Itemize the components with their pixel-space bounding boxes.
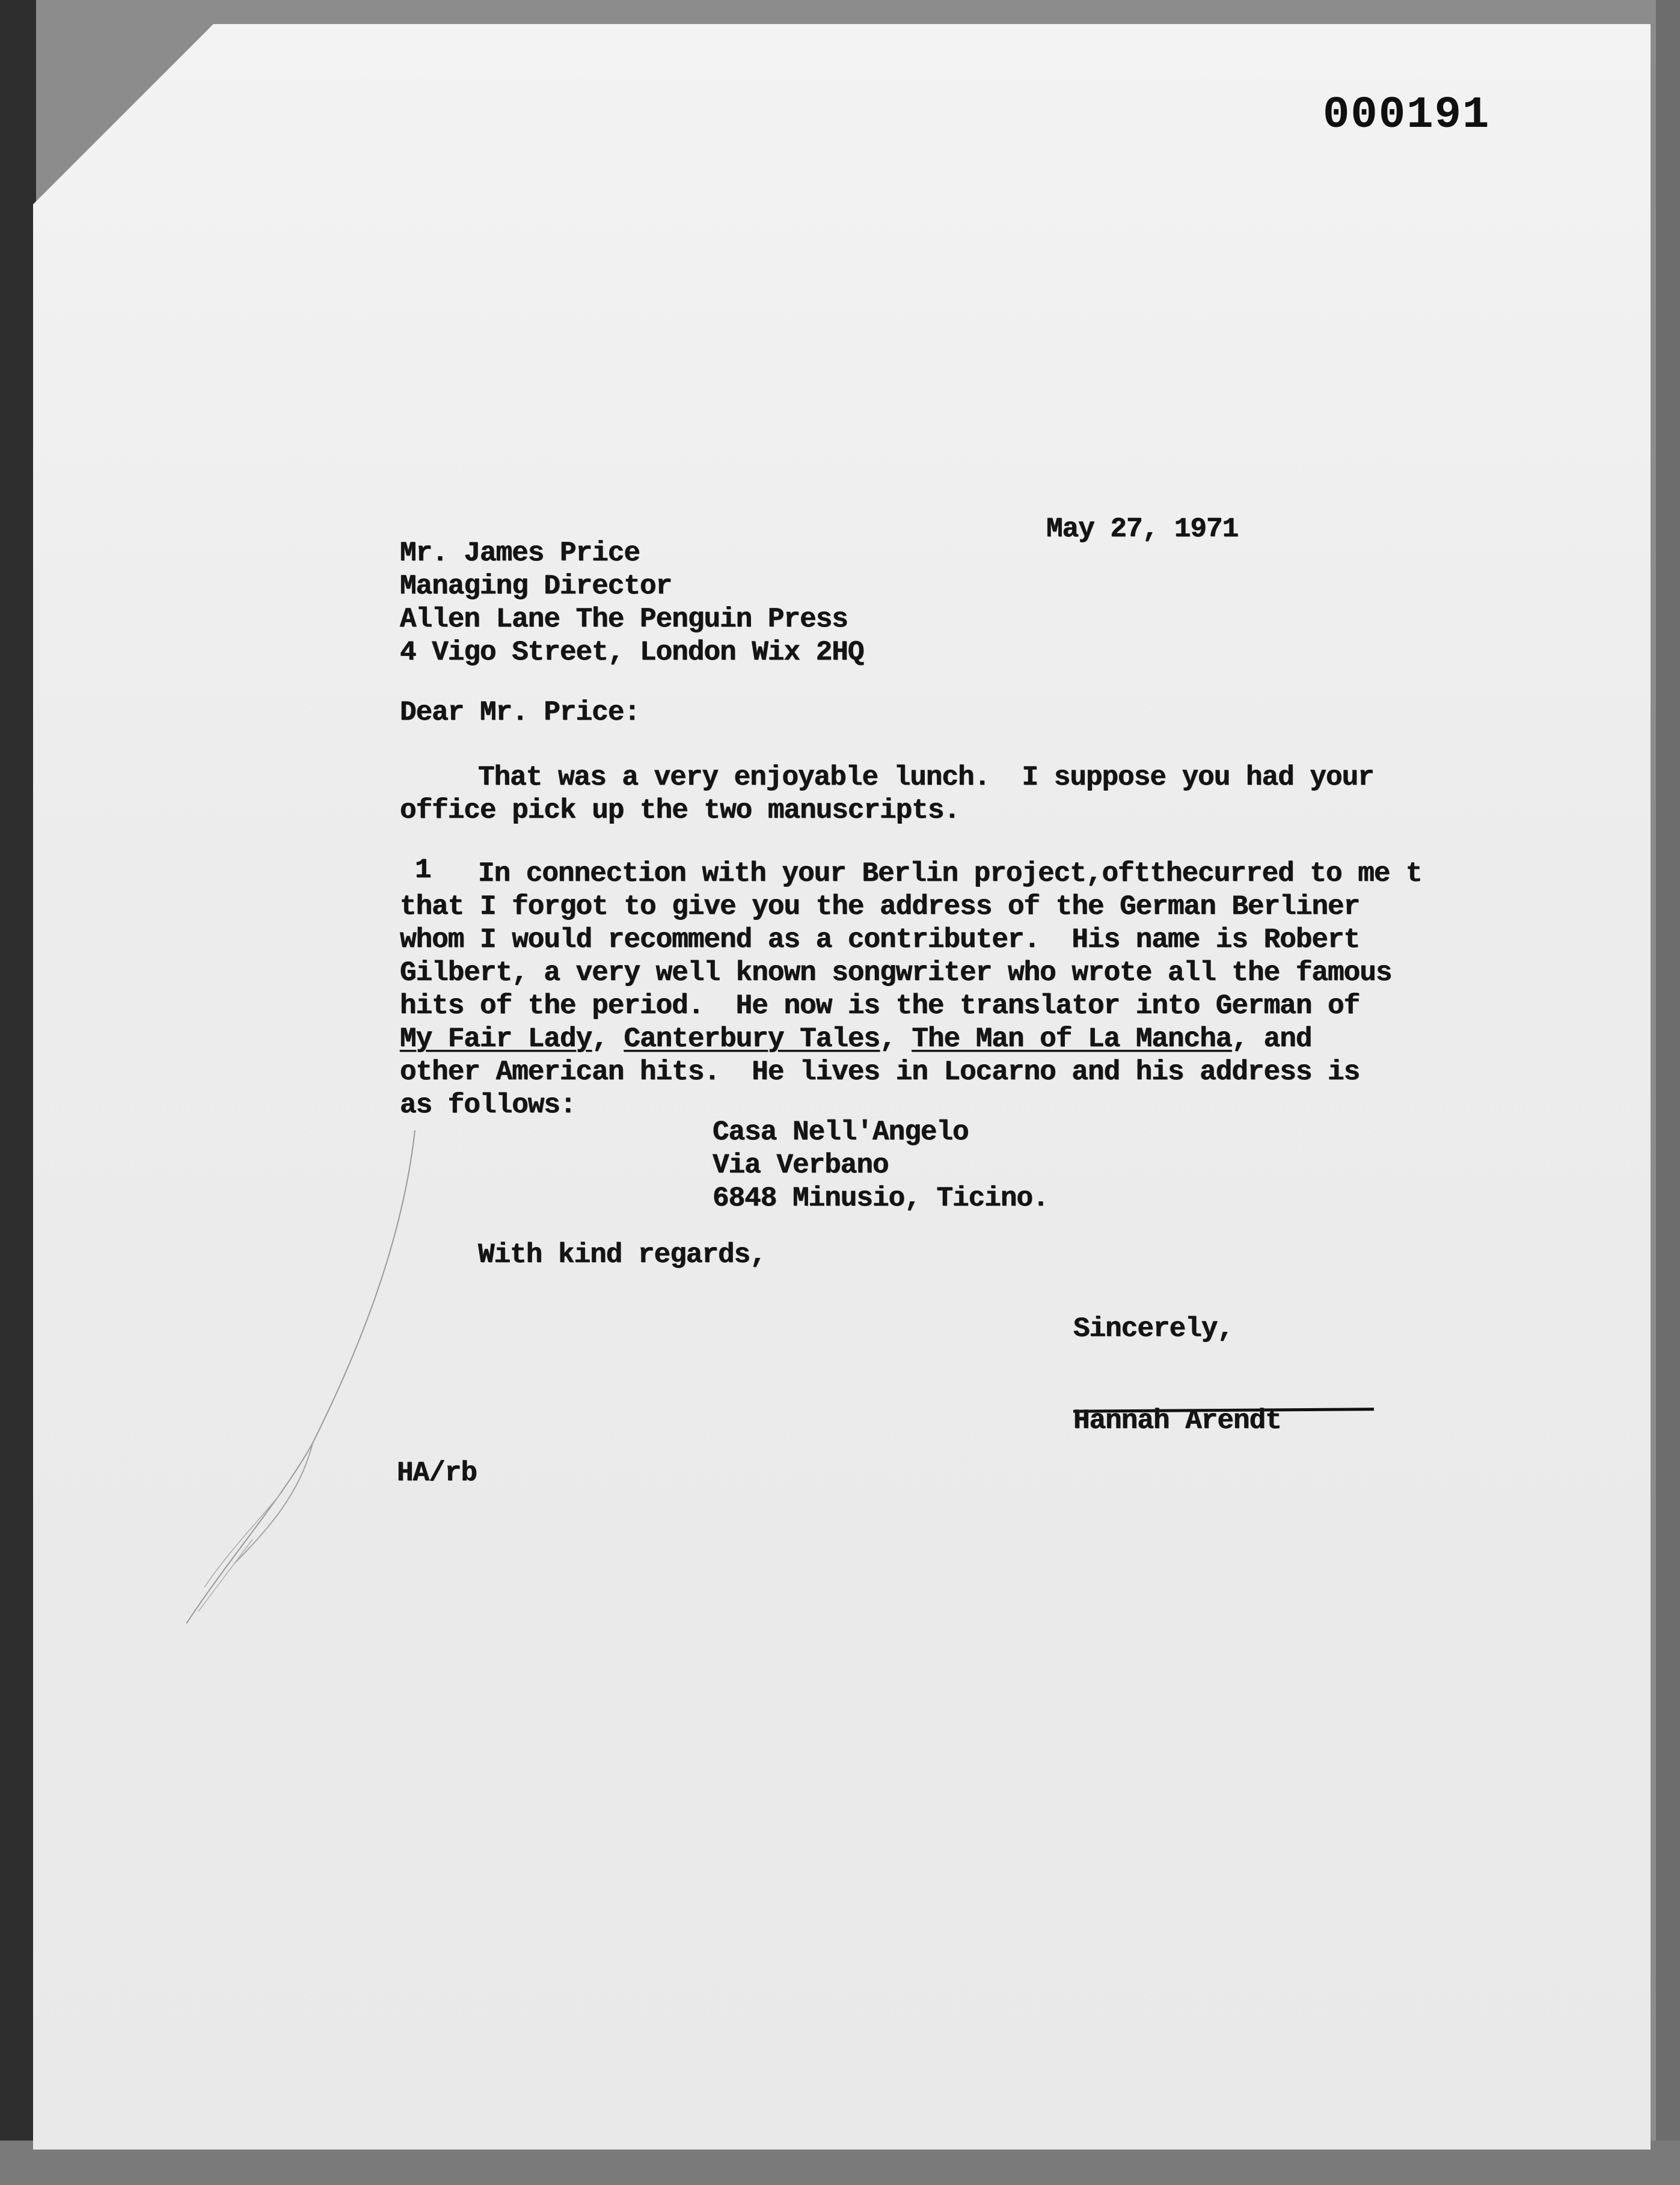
title-separator: , bbox=[592, 1023, 624, 1055]
line-tail: , and bbox=[1231, 1023, 1312, 1055]
title-my-fair-lady: My Fair Lady bbox=[400, 1023, 592, 1055]
paragraph-line: office pick up the two manuscripts. bbox=[400, 795, 960, 826]
closing: Sincerely, bbox=[1073, 1313, 1234, 1344]
title-canterbury-tales: Canterbury Tales bbox=[624, 1023, 880, 1055]
paragraph-line: whom I would recommend as a contributer. His name is Robert bbox=[400, 924, 1360, 955]
paragraph-line-titles bbox=[400, 1024, 1312, 1054]
address-line: Casa Nell'Angelo bbox=[713, 1117, 969, 1148]
recipient-address: 4 Vigo Street, London Wix 2HQ bbox=[400, 637, 864, 668]
salutation: Dear Mr. Price: bbox=[400, 697, 640, 728]
scan-background-right bbox=[1656, 0, 1680, 2185]
title-separator: , bbox=[880, 1023, 912, 1055]
address-line: 6848 Minusio, Ticino. bbox=[713, 1183, 1049, 1214]
scan-background-left bbox=[0, 0, 36, 2185]
paragraph-line: In connection with your Berlin project,oftthecurred to me t bbox=[478, 858, 1422, 889]
title-man-of-la-mancha: The Man of La Mancha bbox=[912, 1023, 1232, 1055]
paragraph-line: other American hits. He lives in Locarno and his address is bbox=[400, 1056, 1360, 1088]
address-line: Via Verbano bbox=[713, 1150, 889, 1181]
recipient-name: Mr. James Price bbox=[400, 538, 640, 569]
paragraph-line: hits of the period. He now is the translator into German of bbox=[400, 990, 1360, 1022]
paragraph-line: Gilbert, a very well known songwriter who wrote all the famous bbox=[400, 957, 1392, 988]
signer-name: Hannah Arendt bbox=[1073, 1405, 1281, 1436]
recipient-company: Allen Lane The Penguin Press bbox=[400, 604, 848, 635]
document-number: 000191 bbox=[1323, 90, 1491, 141]
letter-date: May 27, 1971 bbox=[1046, 513, 1239, 545]
paragraph-line: That was a very enjoyable lunch. I suppose you had your bbox=[478, 762, 1374, 793]
typist-initials: HA/rb bbox=[397, 1457, 477, 1489]
regards: With kind regards, bbox=[478, 1239, 766, 1270]
paragraph-marker: 1 bbox=[415, 854, 431, 886]
paragraph-line: as follows: bbox=[400, 1089, 576, 1121]
recipient-title: Managing Director bbox=[400, 571, 672, 602]
stray-hair-mark bbox=[162, 1130, 463, 1641]
paragraph-line: that I forgot to give you the address of the German Berliner bbox=[400, 891, 1360, 922]
